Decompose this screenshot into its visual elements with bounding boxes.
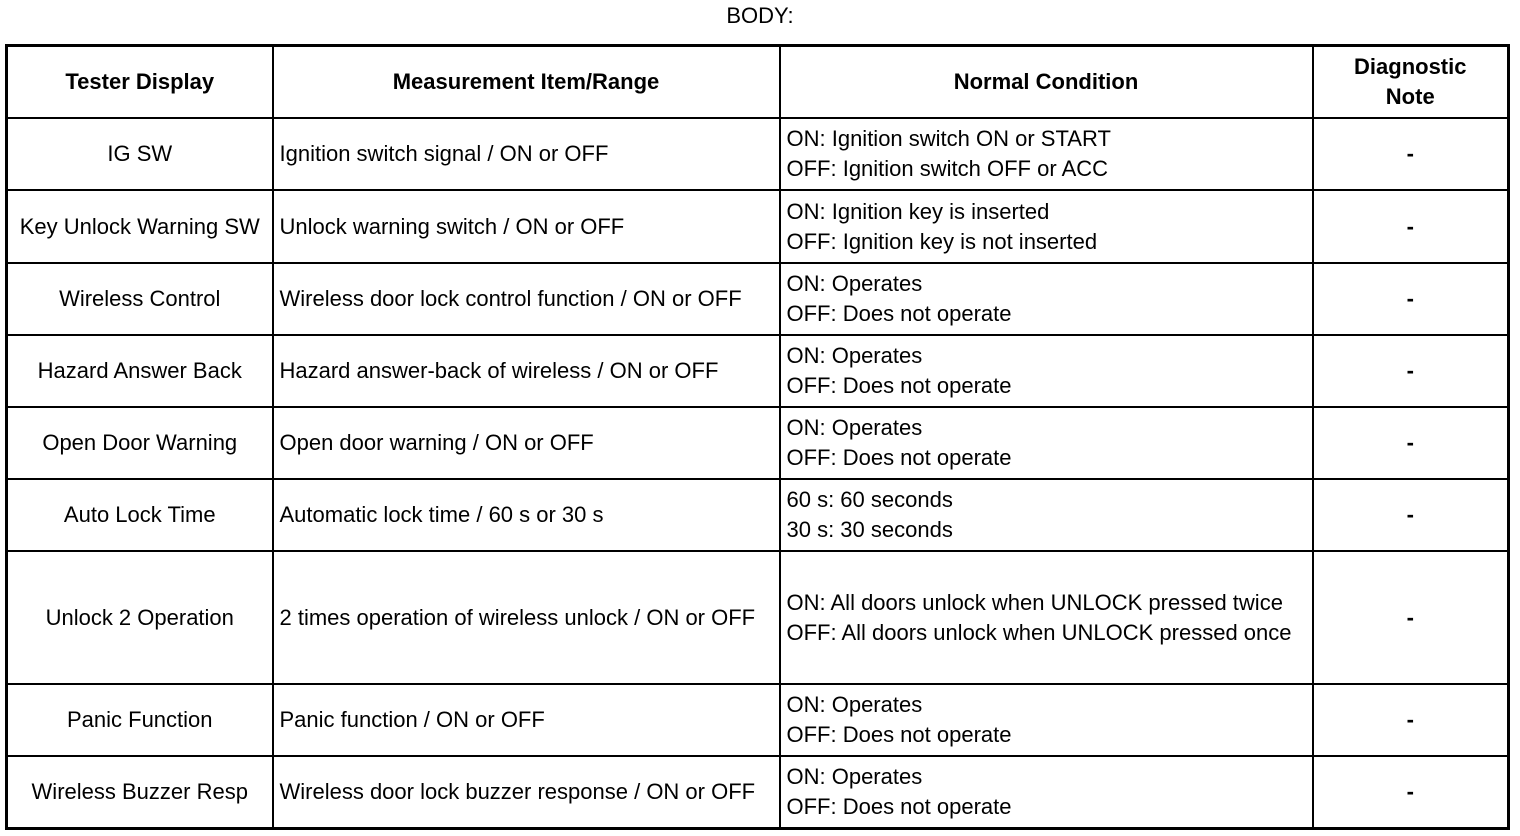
cell-measurement: Wireless door lock buzzer response / ON or OFF: [273, 756, 780, 828]
cell-tester-display: Unlock 2 Operation: [7, 551, 273, 684]
normal-line: OFF: Ignition key is not inserted: [786, 228, 1098, 254]
normal-line: OFF: Does not operate: [786, 793, 1012, 819]
header-diagnostic-line2: Note: [1385, 84, 1435, 109]
table-row: [7, 407, 1509, 479]
cell-tester-display: Wireless Buzzer Resp: [7, 756, 273, 828]
cell-measurement: Open door warning / ON or OFF: [273, 407, 780, 479]
normal-line: OFF: Does not operate: [786, 301, 1012, 326]
cell-normal-condition: [780, 551, 1313, 684]
normal-line: ON: Ignition key is inserted: [786, 198, 1050, 224]
cell-measurement: Automatic lock time / 60 s or 30 s: [273, 479, 780, 551]
cell-normal-condition: [780, 335, 1313, 407]
cell-measurement: Panic function / ON or OFF: [273, 684, 780, 756]
table-row: [7, 684, 1509, 756]
header-tester-display: Tester Display: [7, 46, 273, 119]
normal-line: ON: Operates: [786, 692, 923, 717]
table-row: [7, 551, 1509, 684]
cell-normal-condition: [780, 190, 1313, 263]
cell-diagnostic-note: -: [1313, 263, 1509, 335]
cell-measurement: Wireless door lock control function / ON or OFF: [273, 263, 780, 335]
cell-tester-display: Open Door Warning: [7, 407, 273, 479]
cell-tester-display: Wireless Control: [7, 263, 273, 335]
normal-line: OFF: Ignition switch OFF or ACC: [786, 156, 1109, 181]
cell-tester-display: Panic Function: [7, 684, 273, 756]
header-diagnostic-note: [1313, 46, 1509, 119]
table-row: [7, 190, 1509, 263]
normal-line: ON: Operates: [786, 271, 923, 296]
normal-line: OFF: Does not operate: [786, 373, 1012, 398]
cell-normal-condition: [780, 118, 1313, 190]
header-diagnostic-line1: Diagnostic: [1354, 54, 1467, 79]
cell-normal-condition: [780, 407, 1313, 479]
cell-diagnostic-note: -: [1313, 118, 1509, 190]
cell-tester-display: IG SW: [7, 118, 273, 190]
normal-line: 60 s: 60 seconds: [786, 487, 953, 512]
normal-line: OFF: All doors unlock when UNLOCK pressed once: [786, 619, 1292, 645]
table-row: [7, 479, 1509, 551]
cell-diagnostic-note: -: [1313, 190, 1509, 263]
cell-diagnostic-note: -: [1313, 756, 1509, 828]
cell-measurement: Unlock warning switch / ON or OFF: [273, 190, 780, 263]
header-normal-condition: Normal Condition: [780, 46, 1313, 119]
cell-measurement: 2 times operation of wireless unlock / ON or OFF: [273, 551, 780, 684]
header-measurement: Measurement Item/Range: [273, 46, 780, 119]
cell-tester-display: Key Unlock Warning SW: [7, 190, 273, 263]
normal-line: ON: Operates: [786, 763, 923, 789]
cell-diagnostic-note: -: [1313, 335, 1509, 407]
table-row: [7, 756, 1509, 828]
normal-line: ON: All doors unlock when UNLOCK pressed twice: [786, 589, 1283, 615]
cell-diagnostic-note: -: [1313, 479, 1509, 551]
cell-diagnostic-note: -: [1313, 407, 1509, 479]
cell-normal-condition: [780, 479, 1313, 551]
body-data-table: [5, 44, 1510, 830]
normal-line: 30 s: 30 seconds: [786, 517, 953, 542]
table-row: [7, 118, 1509, 190]
cell-diagnostic-note: -: [1313, 684, 1509, 756]
cell-measurement: Ignition switch signal / ON or OFF: [273, 118, 780, 190]
normal-line: OFF: Does not operate: [786, 722, 1012, 747]
normal-line: ON: Operates: [786, 343, 923, 368]
cell-normal-condition: [780, 756, 1313, 828]
cell-normal-condition: [780, 263, 1313, 335]
cell-diagnostic-note: -: [1313, 551, 1509, 684]
cell-tester-display: Hazard Answer Back: [7, 335, 273, 407]
header-row: [7, 46, 1509, 119]
cell-measurement: Hazard answer-back of wireless / ON or OFF: [273, 335, 780, 407]
cell-tester-display: Auto Lock Time: [7, 479, 273, 551]
cell-normal-condition: [780, 684, 1313, 756]
table-caption: BODY:: [726, 3, 794, 28]
normal-line: ON: Operates: [786, 415, 923, 440]
table-row: [7, 335, 1509, 407]
table-row: [7, 263, 1509, 335]
normal-line: ON: Ignition switch ON or START: [786, 126, 1111, 151]
normal-line: OFF: Does not operate: [786, 445, 1012, 470]
